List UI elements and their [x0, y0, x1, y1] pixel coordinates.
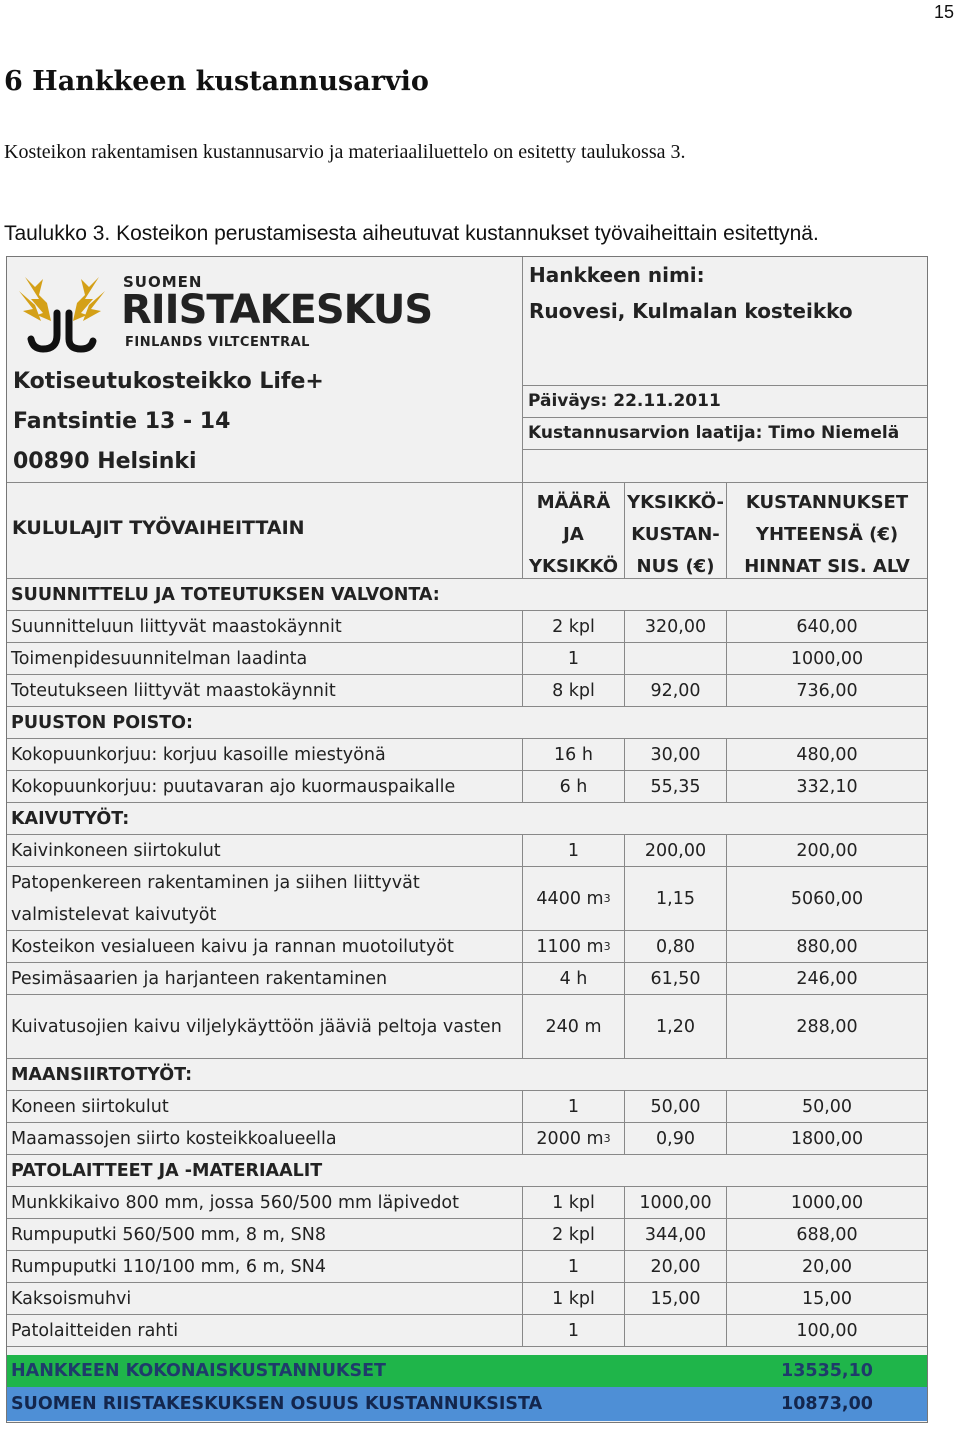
- column-header-total-line: KUSTANNUKSET: [745, 492, 909, 513]
- column-header-total: [727, 483, 927, 579]
- section-header-row: [7, 707, 927, 739]
- quantity-value: 4 h: [559, 968, 588, 989]
- cost-description: Patopenkereen rakentaminen ja siihen liittyvät valmistelevat kaivutyöt: [7, 867, 523, 930]
- share-cost-value: 10873,00: [781, 1394, 873, 1414]
- unit-cost-cell: 1000,00: [625, 1187, 727, 1218]
- quantity-value: 1 kpl: [552, 1288, 595, 1309]
- unit-cost-cell: 1,20: [625, 995, 727, 1058]
- quantity-cell: [523, 835, 625, 866]
- quantity-value: 1: [567, 648, 580, 669]
- total-cost-cell: 15,00: [801, 1288, 853, 1309]
- section-title: PATOLAITTEET JA -MATERIAALIT: [11, 1160, 323, 1181]
- total-cost-cell: 640,00: [796, 616, 858, 637]
- quantity-cell: [523, 675, 625, 706]
- total-cost-cell: 1800,00: [790, 1128, 864, 1149]
- project-label: Hankkeen nimi:: [529, 263, 705, 287]
- quantity-cell: [523, 1283, 625, 1314]
- quantity-value: 6 h: [559, 776, 588, 797]
- cost-description: Maamassojen siirto kosteikkoalueella: [7, 1123, 523, 1154]
- quantity-cell: [523, 995, 625, 1058]
- cost-table-body: [7, 579, 927, 1347]
- total-cost-label: HANKKEEN KOKONAISKUSTANNUKSET: [11, 1361, 386, 1381]
- cost-description: Kaksoismuhvi: [7, 1283, 523, 1314]
- total-cost-cell: 20,00: [801, 1256, 853, 1277]
- cost-description: Koneen siirtokulut: [7, 1091, 523, 1122]
- section-title: MAANSIIRTOTYÖT:: [11, 1064, 193, 1085]
- quantity-cell: [523, 643, 625, 674]
- cost-description: Munkkikaivo 800 mm, jossa 560/500 mm läpivedot: [7, 1187, 523, 1218]
- unit-cost-cell: 200,00: [625, 835, 727, 866]
- cost-estimate-sheet: [6, 256, 928, 1423]
- share-cost-row: [7, 1387, 927, 1421]
- divider: [523, 449, 927, 450]
- section-title: SUUNNITTELU JA TOTEUTUKSEN VALVONTA:: [11, 584, 440, 605]
- total-cost-row: [7, 1355, 927, 1387]
- cost-description: Kuivatusojien kaivu viljelykäyttöön jääviä peltoja vasten: [7, 995, 523, 1058]
- quantity-cell: [523, 1091, 625, 1122]
- quantity-value: 1: [567, 1320, 580, 1341]
- column-header-unit-cost-line: NUS (€): [636, 556, 715, 577]
- total-cost-cell: 288,00: [796, 1016, 858, 1037]
- brand-name: RIISTAKESKUS: [121, 287, 433, 333]
- column-header-total-line: YHTEENSÄ (€): [755, 524, 899, 545]
- total-cost-cell: 50,00: [801, 1096, 853, 1117]
- total-cost-cell: 5060,00: [790, 888, 864, 909]
- table-row: [7, 675, 927, 707]
- total-cost-cell: 332,10: [796, 776, 858, 797]
- unit-cost-cell: [625, 643, 727, 674]
- table-row: [7, 835, 927, 867]
- share-cost-label: SUOMEN RIISTAKESKUKSEN OSUUS KUSTANNUKSISTA: [11, 1394, 543, 1414]
- table-row: [7, 1251, 927, 1283]
- divider: [523, 385, 927, 386]
- unit-cost-cell: 15,00: [625, 1283, 727, 1314]
- unit-cost-cell: 1,15: [625, 867, 727, 930]
- quantity-cell: [523, 611, 625, 642]
- total-cost-cell: 200,00: [796, 840, 858, 861]
- total-cost-cell: 100,00: [796, 1320, 858, 1341]
- table-row: [7, 1123, 927, 1155]
- unit-cost-cell: [625, 1315, 727, 1346]
- cost-description: Rumpuputki 110/100 mm, 6 m, SN4: [7, 1251, 523, 1282]
- column-header-unit-cost-line: YKSIKKÖ-: [627, 492, 724, 513]
- table-row: [7, 931, 927, 963]
- quantity-value: 8 kpl: [552, 680, 595, 701]
- total-cost-cell: 1000,00: [790, 648, 864, 669]
- cost-description: Toteutukseen liittyvät maastokäynnit: [7, 675, 523, 706]
- cost-description: Toimenpidesuunnitelman laadinta: [7, 643, 523, 674]
- cost-description: Kokopuunkorjuu: puutavaran ajo kuormauspaikalle: [7, 771, 523, 802]
- quantity-cell: [523, 1251, 625, 1282]
- cost-description: Suunnitteluun liittyvät maastokäynnit: [7, 611, 523, 642]
- quantity-cell: [523, 963, 625, 994]
- cost-description: Pesimäsaarien ja harjanteen rakentaminen: [7, 963, 523, 994]
- brand-subtitle: FINLANDS VILTCENTRAL: [125, 335, 310, 350]
- column-header-category: [7, 483, 523, 579]
- unit-cost-cell: 320,00: [625, 611, 727, 642]
- unit-cost-cell: 0,80: [625, 931, 727, 962]
- total-cost-cell: 1000,00: [790, 1192, 864, 1213]
- quantity-cell: [523, 1187, 625, 1218]
- unit-cost-cell: 0,90: [625, 1123, 727, 1154]
- table-row: [7, 1091, 927, 1123]
- address-line-1: Kotiseutukosteikko Life+: [13, 369, 324, 394]
- table-caption: Taulukko 3. Kosteikon perustamisesta aiheutuvat kustannukset työvaiheittain esitettynä.: [4, 222, 819, 245]
- quantity-value: 1 kpl: [552, 1192, 595, 1213]
- table-row: [7, 739, 927, 771]
- quantity-value: 1100 m: [536, 936, 604, 957]
- unit-cost-cell: 92,00: [625, 675, 727, 706]
- intro-paragraph: Kosteikon rakentamisen kustannusarvio ja materiaaliluettelo on esitetty taulukossa 3.: [4, 141, 686, 163]
- table-row: [7, 611, 927, 643]
- unit-cost-cell: 344,00: [625, 1219, 727, 1250]
- address-line-2: Fantsintie 13 - 14: [13, 409, 231, 434]
- table-row: [7, 1187, 927, 1219]
- column-header-unit-cost-line: KUSTAN-: [631, 524, 720, 545]
- cost-description: Kosteikon vesialueen kaivu ja rannan muotoilutyöt: [7, 931, 523, 962]
- table-row: [7, 771, 927, 803]
- table-row: [7, 643, 927, 675]
- column-header-unit-cost: [625, 483, 727, 579]
- project-name: Ruovesi, Kulmalan kosteikko: [529, 299, 853, 323]
- quantity-value: 4400 m: [536, 888, 604, 909]
- brand-small-text: SUOMEN: [123, 273, 203, 291]
- column-header-quantity-line: JA: [563, 524, 584, 545]
- address-line-3: 00890 Helsinki: [13, 449, 197, 474]
- cost-description: Patolaitteiden rahti: [7, 1315, 523, 1346]
- column-header-quantity-line: YKSIKKÖ: [528, 556, 619, 577]
- page-number: 15: [933, 2, 954, 22]
- table-row: [7, 1315, 927, 1347]
- section-title: KAIVUTYÖT:: [11, 808, 130, 829]
- cost-description: Rumpuputki 560/500 mm, 8 m, SN8: [7, 1219, 523, 1250]
- column-header-quantity: [523, 483, 625, 579]
- quantity-value: 2 kpl: [552, 1224, 595, 1245]
- quantity-cell: [523, 1219, 625, 1250]
- total-cost-cell: 246,00: [796, 968, 858, 989]
- quantity-value: 1: [567, 840, 580, 861]
- table-row: [7, 995, 927, 1059]
- section-header-row: [7, 803, 927, 835]
- organization-header: [7, 257, 523, 483]
- total-cost-cell: 880,00: [796, 936, 858, 957]
- unit-cost-cell: 30,00: [625, 739, 727, 770]
- table-row: [7, 867, 927, 931]
- quantity-cell: 2000 m 3: [523, 1123, 625, 1154]
- date-field: Päiväys: 22.11.2011: [528, 391, 721, 411]
- quantity-value: 1: [567, 1256, 580, 1277]
- section-header-row: [7, 1059, 927, 1091]
- section-heading: 6 Hankkeen kustannusarvio: [4, 66, 429, 97]
- unit-cost-cell: 61,50: [625, 963, 727, 994]
- quantity-cell: [523, 1315, 625, 1346]
- author-field: Kustannusarvion laatija: Timo Niemelä: [528, 423, 900, 443]
- cost-description: Kaivinkoneen siirtokulut: [7, 835, 523, 866]
- total-cost-cell: 736,00: [796, 680, 858, 701]
- column-header-quantity-line: MÄÄRÄ: [536, 492, 611, 513]
- quantity-cell: 1100 m 3: [523, 931, 625, 962]
- total-cost-cell: 480,00: [796, 744, 858, 765]
- quantity-value: 2000 m: [536, 1128, 604, 1149]
- quantity-value: 240 m: [545, 1016, 602, 1037]
- unit-cost-cell: 55,35: [625, 771, 727, 802]
- column-header-total-line: HINNAT SIS. ALV: [744, 556, 910, 577]
- quantity-value: 16 h: [554, 744, 593, 765]
- total-cost-value: 13535,10: [781, 1361, 873, 1381]
- divider: [523, 417, 927, 418]
- total-cost-cell: 688,00: [796, 1224, 858, 1245]
- quantity-value: 1: [567, 1096, 580, 1117]
- section-header-row: [7, 1155, 927, 1187]
- table-row: [7, 1219, 927, 1251]
- quantity-cell: [523, 739, 625, 770]
- quantity-value: 2 kpl: [552, 616, 595, 637]
- project-header: [523, 257, 927, 483]
- unit-cost-cell: 50,00: [625, 1091, 727, 1122]
- quantity-cell: [523, 771, 625, 802]
- table-row: [7, 1283, 927, 1315]
- quantity-cell: 4400 m 3: [523, 867, 625, 930]
- column-header-category-label: KULULAJIT TYÖVAIHEITTAIN: [12, 517, 305, 539]
- unit-cost-cell: 20,00: [625, 1251, 727, 1282]
- section-title: PUUSTON POISTO:: [11, 712, 194, 733]
- cost-description: Kokopuunkorjuu: korjuu kasoille miestyönä: [7, 739, 523, 770]
- riistakeskus-logo: [17, 269, 107, 355]
- section-header-row: [7, 579, 927, 611]
- table-row: [7, 963, 927, 995]
